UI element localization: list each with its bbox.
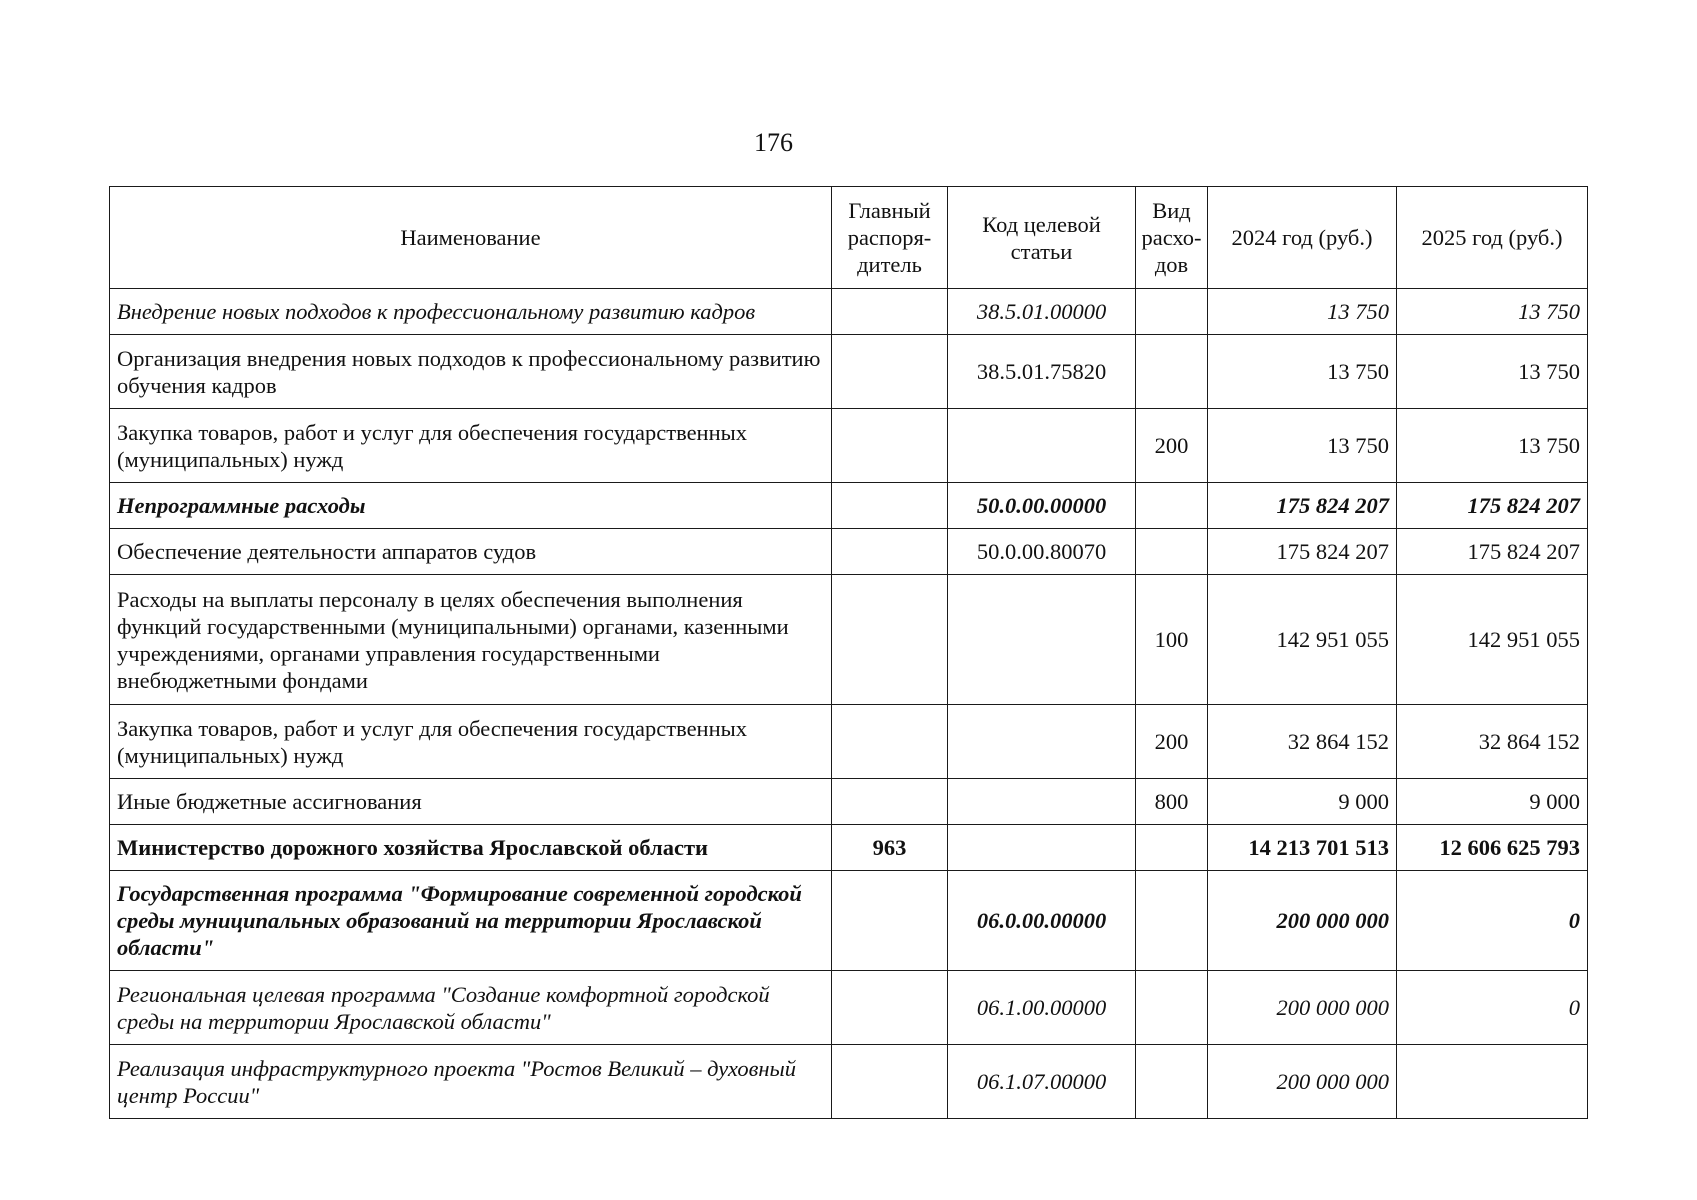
cell-vid xyxy=(1136,825,1208,871)
table-row xyxy=(110,409,1588,483)
table-row xyxy=(110,779,1588,825)
cell-name: Закупка товаров, работ и услуг для обеспечения государственных (муниципальных) нужд xyxy=(110,409,832,483)
header-kod: Код целевой статьи xyxy=(948,187,1136,289)
cell-vid xyxy=(1136,529,1208,575)
cell-glavny xyxy=(832,779,948,825)
cell-vid xyxy=(1136,335,1208,409)
cell-2025: 142 951 055 xyxy=(1397,575,1588,705)
cell-glavny xyxy=(832,575,948,705)
cell-2024: 32 864 152 xyxy=(1208,705,1397,779)
cell-2025: 13 750 xyxy=(1397,409,1588,483)
cell-code xyxy=(948,779,1136,825)
header-2025: 2025 год (руб.) xyxy=(1397,187,1588,289)
cell-vid xyxy=(1136,483,1208,529)
cell-name: Организация внедрения новых подходов к профессиональному развитию обучения кадров xyxy=(110,335,832,409)
cell-2025: 13 750 xyxy=(1397,335,1588,409)
cell-2025: 12 606 625 793 xyxy=(1397,825,1588,871)
cell-glavny xyxy=(832,705,948,779)
cell-name: Закупка товаров, работ и услуг для обеспечения государственных (муниципальных) нужд xyxy=(110,705,832,779)
cell-name: Реализация инфраструктурного проекта "Ростов Великий – духовный центр России" xyxy=(110,1045,832,1119)
table-row xyxy=(110,483,1588,529)
page-number xyxy=(0,128,1697,158)
cell-vid xyxy=(1136,289,1208,335)
table-row xyxy=(110,971,1588,1045)
cell-vid xyxy=(1136,971,1208,1045)
header-name: Наименование xyxy=(110,187,832,289)
header-glavny: Главный распоря-дитель xyxy=(832,187,948,289)
cell-code: 38.5.01.00000 xyxy=(948,289,1136,335)
cell-2025: 0 xyxy=(1397,871,1588,971)
cell-2024: 14 213 701 513 xyxy=(1208,825,1397,871)
cell-2024: 13 750 xyxy=(1208,335,1397,409)
cell-name: Обеспечение деятельности аппаратов судов xyxy=(110,529,832,575)
cell-name: Региональная целевая программа "Создание комфортной городской среды на территории Ярославской области" xyxy=(110,971,832,1045)
cell-glavny xyxy=(832,871,948,971)
cell-vid: 100 xyxy=(1136,575,1208,705)
table-row xyxy=(110,705,1588,779)
cell-2024: 200 000 000 xyxy=(1208,1045,1397,1119)
cell-2025: 175 824 207 xyxy=(1397,483,1588,529)
cell-glavny xyxy=(832,483,948,529)
cell-code: 38.5.01.75820 xyxy=(948,335,1136,409)
table-header-row xyxy=(110,187,1588,289)
header-vid: Вид расхо-дов xyxy=(1136,187,1208,289)
cell-code xyxy=(948,409,1136,483)
cell-name: Расходы на выплаты персоналу в целях обеспечения выполнения функций государственными (муниципальными) органами, казенными учреждениями, органами управления государственными внебюджетными фондами xyxy=(110,575,832,705)
cell-glavny xyxy=(832,289,948,335)
table-row xyxy=(110,529,1588,575)
cell-2024: 13 750 xyxy=(1208,409,1397,483)
cell-2025: 32 864 152 xyxy=(1397,705,1588,779)
cell-glavny xyxy=(832,971,948,1045)
header-2024: 2024 год (руб.) xyxy=(1208,187,1397,289)
cell-vid: 200 xyxy=(1136,705,1208,779)
table-row xyxy=(110,871,1588,971)
table-row xyxy=(110,825,1588,871)
table-row xyxy=(110,1045,1588,1119)
cell-2024: 13 750 xyxy=(1208,289,1397,335)
table-row xyxy=(110,575,1588,705)
cell-2024: 200 000 000 xyxy=(1208,871,1397,971)
cell-name: Иные бюджетные ассигнования xyxy=(110,779,832,825)
table-row xyxy=(110,335,1588,409)
cell-vid xyxy=(1136,871,1208,971)
cell-2025: 175 824 207 xyxy=(1397,529,1588,575)
cell-2024: 200 000 000 xyxy=(1208,971,1397,1045)
cell-code: 50.0.00.00000 xyxy=(948,483,1136,529)
cell-2025: 0 xyxy=(1397,971,1588,1045)
cell-name: Непрограммные расходы xyxy=(110,483,832,529)
cell-glavny xyxy=(832,1045,948,1119)
cell-vid: 800 xyxy=(1136,779,1208,825)
cell-vid: 200 xyxy=(1136,409,1208,483)
cell-code xyxy=(948,575,1136,705)
cell-2024: 175 824 207 xyxy=(1208,529,1397,575)
cell-vid xyxy=(1136,1045,1208,1119)
cell-name: Государственная программа "Формирование современной городской среды муниципальных образований на территории Ярославской области" xyxy=(110,871,832,971)
cell-2025: 9 000 xyxy=(1397,779,1588,825)
cell-2024: 142 951 055 xyxy=(1208,575,1397,705)
cell-glavny: 963 xyxy=(832,825,948,871)
cell-code: 06.1.07.00000 xyxy=(948,1045,1136,1119)
cell-glavny xyxy=(832,335,948,409)
cell-2024: 175 824 207 xyxy=(1208,483,1397,529)
budget-table xyxy=(109,186,1588,1119)
cell-2025: 13 750 xyxy=(1397,289,1588,335)
cell-code: 06.0.00.00000 xyxy=(948,871,1136,971)
cell-2025 xyxy=(1397,1045,1588,1119)
cell-code: 06.1.00.00000 xyxy=(948,971,1136,1045)
cell-code xyxy=(948,825,1136,871)
cell-glavny xyxy=(832,529,948,575)
cell-code: 50.0.00.80070 xyxy=(948,529,1136,575)
cell-name: Министерство дорожного хозяйства Ярославской области xyxy=(110,825,832,871)
page-number-text: 176 xyxy=(754,128,793,157)
cell-name: Внедрение новых подходов к профессиональному развитию кадров xyxy=(110,289,832,335)
cell-glavny xyxy=(832,409,948,483)
cell-2024: 9 000 xyxy=(1208,779,1397,825)
cell-code xyxy=(948,705,1136,779)
table-row xyxy=(110,289,1588,335)
